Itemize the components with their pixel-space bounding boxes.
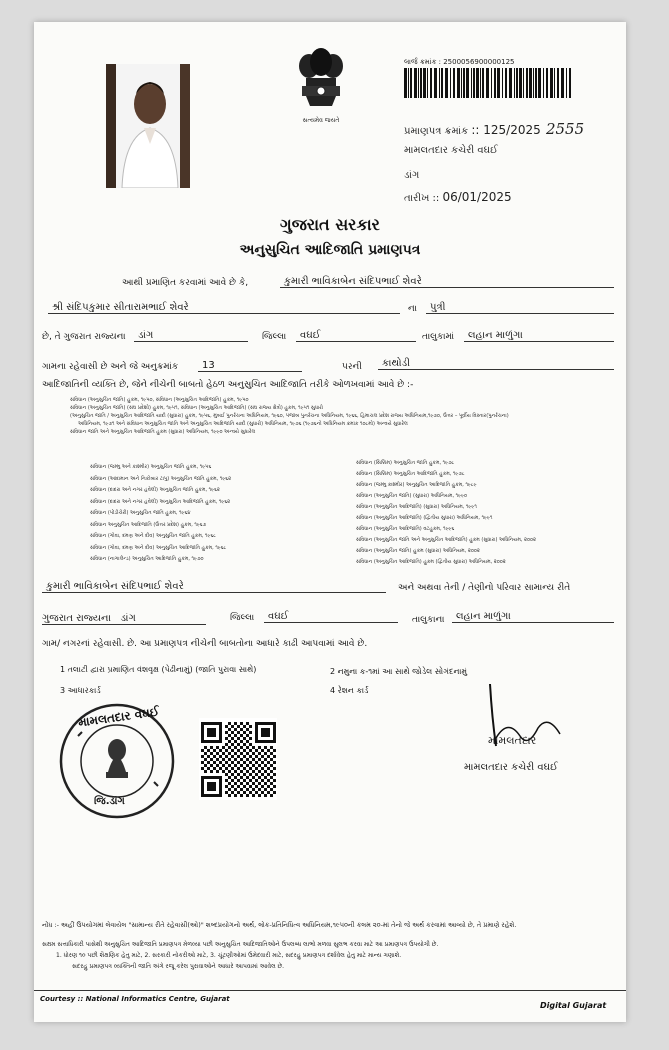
note-line: 1. ધોરણ ૧૦ પછી શૈક્ષણિક હેતુ માટે, 2. સરકારી નોકરીઓ માટે, 3. ચૂંટણીઓમાં ઉમેદવારી માટે, સદરહુ પ્રમાણપત્ર દર્શાવેલ હેતુ માટે માન્ય ગણાશે. [56, 952, 402, 959]
order-item: સંવિધાન (નાગાલેન્ડ) અનુસુચિત આદિજાતિ હુકમ, ૧૯૭૦ [90, 556, 204, 562]
order-item: સંવિધાન (ગોવા, દમણ અને દીવ) અનુસુચિત આદિજાતિ હુકમ, ૧૯૬૮ [90, 544, 227, 551]
handwritten-number: 2555 [545, 120, 585, 138]
intro-text: આથી પ્રમાણિત કરવામાં આવે છે કે, [122, 278, 249, 288]
order-item: સંવિધાન (દાદરા અને નગર હવેલી) અનુસુચિત જાતિ હુકમ, ૧૯૬૨ [90, 487, 220, 493]
basis-item: 3 આધારકાર્ડ [60, 686, 101, 695]
order-item: સંવિધાન જાતિ અને અનુસુચિત આદિજાતિ હુકમ (સુધારા) અધિનિયમ, ૧૯૯૦ અન્વયે સુધારેલ [70, 429, 256, 435]
signatory-office: મામલતદાર કચેરી વઘઈ [464, 762, 558, 773]
basis-statement: ગામ/ નગરનાં રહેવાસી. છે. આ પ્રમાણપત્ર નીચેની બાબતોના આધારે કાઢી આપવામાં આવે છે. [42, 639, 368, 649]
footer-brand: Digital Gujarat [540, 1001, 607, 1010]
order-item: અધિનિયમ, ૧૯૭૧ અને સંવિધાન અનુસુચિત જાતિ અને અનુસુચિત આદિજાતિ યાદી (સુધારો) અધિનિયમ, ૧૯૭૬ (૧૯૭૬નો અધિનિયમ ક્રમાંક ૧૦૮મો) અન્વયે સુધારેલ [78, 421, 408, 427]
applicant-name-repeat: કુમારી ભાવિકાબેન સંદિપભાઈ શેવરે [42, 581, 386, 593]
order-item: સંવિધાન (અનુસુચિત આદિજાતિ) (દ્વિતીય સુધારા) અધિનિયમ, ૧૯૯૧ [356, 515, 493, 521]
order-item: સંવિધાન (અનુસુચિત જાતિ) હુકમ (સુધારા) અધિનિયમ, ૨૦૦૨ [356, 548, 480, 554]
note-line: સદરહુ પ્રમાણપત્ર વ્યક્તિની જાતિ અંગે રજૂ કરેલ પુરાવાઓને આધારે આપવામાં આવેલ છે. [72, 963, 285, 970]
order-item: સંવિધાન (જમ્મુ અને કાશ્મીર) અનુસુચિત જાતિ હુકમ, ૧૯૫૬ [90, 464, 212, 470]
note-line: નોંધ :- અહીં ઉપયોગમાં લેવાયેલ "સામાન્ય રીતે રહેવાસી(ઓ)" શબ્દપ્રયોગનો અર્થ, લોક-પ્રતિનિધિત્વ અધિનિયમ,૧૯૫૦ની કલમ ૨૦-માં તેનો જે અર્થ કરવામાં આવ્યો છે, તે પ્રમાણે રહેશે. [42, 921, 517, 929]
government-title: ગુજરાત સરકાર [280, 215, 380, 234]
order-item: સંવિધાન (જમ્મુ કાશ્મીર) અનુસુચિત આદિજાતિ હુકમ, ૧૯૮૯ [356, 482, 477, 488]
order-item: સંવિધાન (અનુસુચિત આદિજાતિ) (સુધારા) અધિનિયમ, ૧૯૯૧ [356, 504, 477, 510]
seal-text-bottom: જિ.ડાંગ [94, 796, 125, 807]
order-item: સંવિધાન (અનુસુચિત જાતિ અને અનુસુચિત આદિજાતિ) હુકમ (સુધારા) અધિનિયમ, ૨૦૦૨ [356, 537, 536, 543]
orders-list-right [356, 458, 620, 568]
basis-item: 2 નમુના ક-૧માં આ સાથે જોડેલ સોગંદનામું [330, 667, 468, 676]
state-district: ડાંગ [134, 330, 248, 342]
barcode [404, 68, 574, 98]
relation-label: ના [408, 304, 417, 314]
applicant-photo [106, 64, 190, 188]
district-label-2: જિલ્લા [230, 613, 255, 623]
order-item: સંવિધાન (પોંડીચેરી) અનુસુચિત જાતિ હુકમ, ૧૯૬૪ [90, 510, 191, 516]
taluka-value: લહાન માળુંગા [464, 330, 614, 342]
emblem-caption: સત્યમેવ જયતે [302, 117, 340, 124]
state-row-2: ગુજરાત રાજ્યના ડાંગ [42, 613, 206, 625]
issuing-office: મામલતદાર કચેરી વઘઈ [404, 145, 498, 156]
order-item: સંવિધાન (આંદામાન અને નિકોબાર ટાપુ) અનુસુચિત જાતિ હુકમ, ૧૯૬૨ [90, 475, 232, 482]
cert-number-row: પ્રમાણપત્ર ક્રમાંક :: 125/2025 2555 [404, 120, 585, 138]
applicant-name: કુમારી ભાવિકાબેન સંદિપભાઈ શેવરે [280, 276, 614, 288]
order-item: સંવિધાન (અનુસુચિત જાતિ) (સુધારા) અધિનિયમ, ૧૯૯૦ [356, 493, 468, 499]
orders-list-full [70, 396, 620, 436]
certificate-page [34, 22, 626, 1022]
district-label: જિલ્લા [262, 332, 287, 342]
order-item: સંવિધાન (ગોવા, દમણ અને દીવ) અનુસુચિત જાતિ હુકમ, ૧૯૬૮ [90, 533, 217, 539]
tribe-statement: આદિજાતિની વ્યક્તિ છે, જેને નીચેની બાબતો હેઠળ અનુસુચિત આદિજાતિ તરીકે ઓળખવામાં આવે છે :- [42, 380, 414, 390]
tribe-name: કાથોડી [378, 358, 614, 370]
order-item: સંવિધાન (અનુસુચિત આદિજાતિ) વટહુકમ, ૧૯૯૬ [356, 526, 455, 532]
order-item: સંવિધાન (સિક્કિમ) અનુસુચિત આદિજાતિ હુકમ, ૧૯૭૮ [356, 471, 465, 477]
taluka-value-2: લહાન માળુંગા [452, 611, 614, 623]
order-item: સંવિધાન (અનુસુચિત જાતિ) (સંઘ પ્રદેશો) હુકમ, ૧૯૫૧, સંવિધાન (અનુસુચિત આદિજાતિ) (સંઘ રાજ્ય ક્ષેત્રો) હુકમ, ૧૯૫૧ સુધારો [70, 405, 324, 411]
order-item: સંવિધાન અનુસુચિત આદિજાતિ (ઉત્તર પ્રદેશ) હુકમ, ૧૯૬૭ [90, 521, 207, 528]
relation-value: પુત્રી [426, 302, 614, 314]
father-name: શ્રી સંદિપકુમાર સીતારામભાઈ શેવરે [48, 302, 400, 314]
qr-code[interactable] [199, 718, 277, 800]
basis-item: 4 રેશન કાર્ડ [330, 686, 369, 695]
family-statement: અને અથવા તેની / તેણીનો પરિવાર સામાન્ય રીતે [398, 583, 571, 593]
order-item: સંવિધાન (દાદરા અને નગર હવેલી) અનુસુચિત આદિજાતિ હુકમ, ૧૯૬૨ [90, 498, 231, 505]
district-value-2: વઘઈ [264, 611, 398, 623]
district-value: વઘઈ [296, 330, 416, 342]
footer [34, 990, 626, 1010]
footer-courtesy: Courtesy :: National Informatics Centre, Gujarat [40, 995, 230, 1003]
taluka-label: તાલુકામાં [422, 332, 455, 342]
order-item: (અનુસુચિત જાતિ / અનુસુચિત આદિજાતિ યાદી (સુધારા) હુકમ, ૧૯૫૬, મુંબઈ પુનર્રચના અધિનિયમ, ૧૯૬૦, પંજાબ પુનર્રચના અધિનિયમ, ૧૯૬૬, હિમાચલ પ્રદેશ રાજ્ય અધિનિયમ,૧૯૭૦, ઉત્તર – પૂર્વીય વિસ્તાર(પુનર્રચના) [70, 413, 509, 419]
state-label: છે, તે ગુજરાત રાજ્યના [42, 332, 126, 342]
barcode-serial: લાર્જ ક્રમાંક : 2500056900000125 [404, 58, 515, 66]
basis-item: 1 તલાટી દ્વારા પ્રમાણિત વંશવૃક્ષ (પેઢીનામું) (જાતિ પુરાવા સાથે) [60, 665, 257, 674]
signatory-title: મામલતદાર [488, 734, 537, 747]
serial-number: 13 [198, 360, 302, 372]
issue-date-row: તારીખ :: 06/01/2025 [404, 190, 512, 204]
orders-list-left [90, 462, 340, 566]
order-item: સંવિધાન (અનુસુચિત જાતિ) હુકમ, ૧૯૫૦, સંવિધાન (અનુસુચિત આદિજાતિ) હુકમ, ૧૯૫૦ [70, 397, 249, 403]
certificate-title: અનુસુચિત આદિજાતિ પ્રમાણપત્ર [239, 242, 421, 258]
order-item: સંવિધાન (સિક્કિમ) અનુસુચિત જાતિ હુકમ, ૧૯૭૮ [356, 460, 455, 466]
issuing-district: ડાંગ [404, 170, 420, 181]
order-item: સંવિધાન (અનુસુચિત આદિજાતિ) હુકમ (દ્વિતીય સુધારા) અધિનિયમ, ૨૦૦૨ [356, 559, 506, 565]
seal-text-top: મામલતદાર વઘઈ [77, 704, 161, 730]
taluka-label-2: તાલુકાના [412, 615, 445, 625]
note-line: સક્ષમ સત્તાધિકારી પાસેથી અનુસુચિત આદિજાતિ પ્રમાણપત્ર મેળવ્યા પછી અનુસુચિત આદિજાતિઓને ઉપલબ્ધ લાભો મળવા સુલભ કરવા માટે આ પ્રમાણપત્ર ઉપયોગી છે. [42, 941, 439, 948]
on-label: પરની [342, 362, 362, 372]
village-label: ગામના રહેવાસી છે અને જે અનુક્રમાંક [42, 362, 179, 372]
notes-section [42, 920, 620, 972]
